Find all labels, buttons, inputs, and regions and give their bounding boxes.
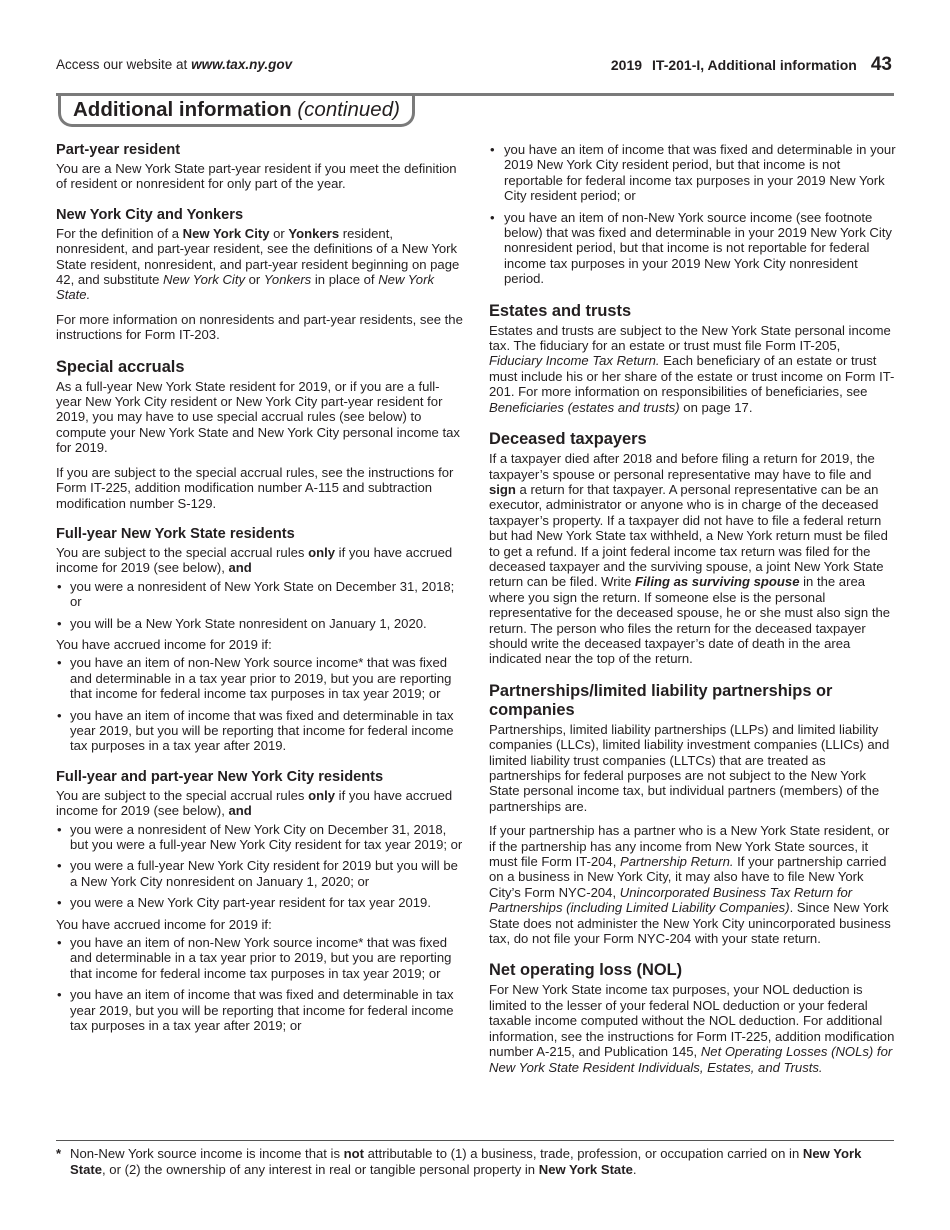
nol-text: For New York State income tax purposes, your NOL deduction is limited to the lesser of your federal NOL deduction or your federal taxable income computed without the NOL deduction. For additional information, see the instructions for Form IT-225, addition modification number A-215, and Publication 145, Net Operating Losses (NOLs) for New York State Resident Individuals, Estates, and Trusts. <box>489 982 895 1075</box>
list-item: • you have an item of income that was fixed and determinable in tax year 2019, but you will be reporting that income for federal income tax purposes in a tax year after 2019; or <box>56 987 464 1033</box>
full-year-nys-intro: You are subject to the special accrual rules only if you have accrued income for 2019 (see below), and <box>56 544 453 576</box>
banner-title: Additional information <box>73 98 292 121</box>
list-item: • you have an item of non-New York source income* that was fixed and determinable in a tax year prior to 2019, but you are reporting that income for federal income tax purposes in tax year 2019; or <box>56 655 464 701</box>
part-year-text: You are a New York State part-year resident if you meet the definition of resident or nonresident for only part of the year. <box>56 161 457 192</box>
page-number: 43 <box>870 54 892 75</box>
website-link[interactable]: www.tax.ny.gov <box>191 57 293 72</box>
heading-part-year: Part-year resident <box>56 142 181 158</box>
footnote: * Non-New York source income is income that is not attributable to (1) a business, trade, profession, or occupation carried on in New York State, or (2) the ownership of any interest in real or tangible personal property in New York State. <box>56 1146 862 1177</box>
estates-trusts-text: Estates and trusts are subject to the New York State personal income tax. The fiduciary for an estate or trust must file Form IT-205, Fiduciary Income Tax Return. Each beneficiary of an estate or trust must include his or her share of the estate or trust income on Form IT-201. For more information on responsibilities of beneficiaries, see Beneficiaries (estates and trusts) on page 17. <box>489 322 895 415</box>
header-form-title: IT-201-I, Additional information <box>652 57 857 73</box>
nyc-residents-accrued-list <box>56 935 464 1033</box>
nyc-residents-intro: You are subject to the special accrual rules only if you have accrued income for 2019 (see below), and <box>56 787 453 819</box>
page-header <box>56 54 892 76</box>
heading-full-year-nys: Full-year New York State residents <box>56 525 295 542</box>
list-item: • you have an item of income that was fixed and determinable in your 2019 New York City resident period, but that income is not reportable for federal income tax purposes in your 2019 New York City resident period; or <box>489 142 896 204</box>
list-item: • you will be a New York State nonresident on January 1, 2020. <box>56 616 464 631</box>
right-column <box>489 144 896 1075</box>
nonresident-info-text: For more information on nonresidents and part-year residents, see the instructions for Form IT-203. <box>56 311 463 343</box>
full-year-nys-accrued-list <box>56 655 464 753</box>
header-year: 2019 <box>610 57 643 73</box>
partnerships-text-1: Partnerships, limited liability partnerships (LLPs) and limited liability companies (LLCs), limited liability investment companies (LLICs) and limited liability trust companies (LLTCs) that are treated as partnerships for federal purposes are not subject to the New York State personal income tax, but individual partners (members) of the partnerships are. <box>489 721 890 814</box>
section-banner <box>58 96 415 127</box>
accrued-income-intro: You have accrued income for 2019 if: <box>56 636 272 652</box>
deceased-taxpayers-text: If a taxpayer died after 2018 and before filing a return for 2019, the taxpayer’s spouse or personal representative may have to file and sign a return for that taxpayer. A personal representative can be an executor, administrator or anyone who is in charge of the deceased taxpayer’s property. If a taxpayer did not have to file a federal return but had New York State tax withheld, a New York return must be filed to get a refund. If a joint federal income tax return was filed for the deceased taxpayer and the surviving spouse, a joint New York State return can be filed. Write Filing as surviving spouse in the area where you sign the return. If someone else is the personal representative for the deceased spouse, he or she must also sign the return. The person who files the return for the deceased taxpayer should write the deceased taxpayer’s date of death in the area indicated near the top of the return. <box>489 451 891 667</box>
heading-nyc-yonkers: New York City and Yonkers <box>56 206 244 223</box>
heading-nol: Net operating loss (NOL) <box>489 961 683 980</box>
heading-nyc-residents: Full-year and part-year New York City residents <box>56 768 384 785</box>
accrued-income-intro: You have accrued income for 2019 if: <box>56 916 272 932</box>
nyc-residents-conditions <box>56 822 464 911</box>
nyc-yonkers-text: For the definition of a New York City or Yonkers resident, nonresident, and part-year resident, see the definitions of a New York State resident, nonresident, and part-year resident beginning on page 42, and substitute New York City or Yonkers in place of New York State. <box>56 225 460 303</box>
banner-continued: (continued) <box>297 98 400 121</box>
heading-special-accruals: Special accruals <box>56 357 185 376</box>
list-item: • you were a full-year New York City resident for 2019 but you will be a New York City nonresident on January 1, 2020; or <box>56 858 464 889</box>
heading-deceased-taxpayers: Deceased taxpayers <box>489 430 647 449</box>
list-item: • you were a nonresident of New York City on December 31, 2018, but you were a full-year New York City resident for tax year 2019; or <box>56 822 464 853</box>
list-item: • you were a New York City part-year resident for tax year 2019. <box>56 895 464 910</box>
special-accruals-text-1: As a full-year New York State resident for 2019, or if you are a full-year New York City resident or New York City part-year resident for 2019, you may have to use special accrual rules (see below) to compute your New York State and New York City personal income tax for 2019. <box>56 378 460 456</box>
list-item: • you have an item of non-New York source income* that was fixed and determinable in a tax year prior to 2019, but you are reporting that income for federal income tax purposes in tax year 2019; or <box>56 935 464 981</box>
full-year-nys-conditions <box>56 579 464 631</box>
heading-partnerships: Partnerships/limited liability partnerships or companies <box>489 681 833 719</box>
partnerships-text-2: If your partnership has a partner who is a New York State resident, or if the partnership has any income from New York State sources, it must file Form IT-204, Partnership Return. If your partnership carried on a business in New York City, it may also have to file New York City’s Form NYC-204, Unincorporated Business Tax Return for Partnerships (including Limited Liability Companies). Since New York State does not administer the New York City unincorporated business tax, do not file your Form NYC-204 with your state return. <box>489 823 891 947</box>
list-item: • you have an item of income that was fixed and determinable in tax year 2019, but you will be reporting that income for federal income tax purposes in a tax year after 2019. <box>56 708 464 754</box>
access-text: Access our website at <box>56 57 192 72</box>
footnote-asterisk: * <box>56 1146 62 1161</box>
list-item: • you have an item of non-New York source income (see footnote below) that was fixed and determinable in your 2019 New York City nonresident period, but that income is not reportable for federal income tax purposes in your 2019 New York City nonresident period. <box>489 210 896 287</box>
website-line <box>56 57 292 72</box>
footnote-rule <box>56 1140 894 1141</box>
left-column <box>56 142 464 1039</box>
nyc-continued-list <box>489 142 896 287</box>
form-title-line <box>611 54 892 76</box>
special-accruals-text-2: If you are subject to the special accrual rules, see the instructions for Form IT-225, addition modification number A-115 and subtraction modification number S-129. <box>56 464 454 511</box>
list-item: • you were a nonresident of New York State on December 31, 2018; or <box>56 579 464 610</box>
heading-estates-trusts: Estates and trusts <box>489 301 632 320</box>
